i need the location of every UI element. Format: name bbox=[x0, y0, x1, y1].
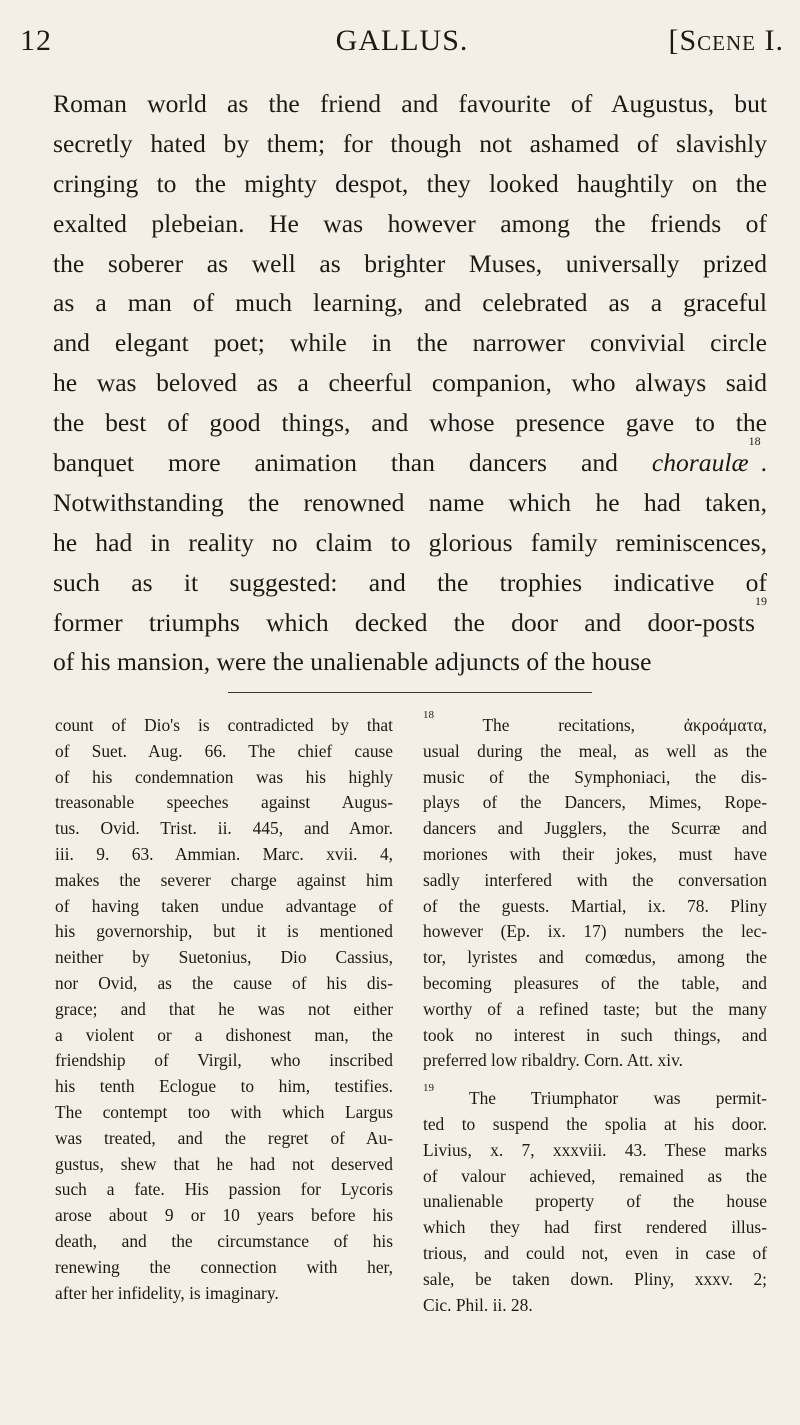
note-line-text: The Triumphator was permit- bbox=[468, 1088, 767, 1109]
note-line: Livius, x. 7, xxxviii. 43. These marks bbox=[423, 1139, 767, 1160]
footnotes-right bbox=[423, 709, 767, 1318]
scene-label: [Scene I. bbox=[668, 24, 784, 57]
note-line: plays of the Dancers, Mimes, Rope- bbox=[423, 792, 767, 813]
note-line: sadly interfered with the conversation bbox=[423, 869, 767, 890]
text-line: exalted plebeian. He was however among the friends of bbox=[53, 208, 767, 238]
note-line: arose about 9 or 10 years before his bbox=[55, 1205, 393, 1226]
note-line: tus. Ovid. Trist. ii. 445, and Amor. bbox=[55, 818, 393, 839]
text-line: he had in reality no claim to glorious family reminiscences, bbox=[53, 527, 767, 557]
note-line: usual during the meal, as well as the bbox=[423, 740, 767, 761]
text-line: he was beloved as a cheerful companion, who always said bbox=[53, 368, 767, 398]
note-gap bbox=[423, 1074, 767, 1086]
footnote-ref-18[interactable]: 18 bbox=[748, 434, 761, 449]
note-line: his governorship, but it is mentioned bbox=[55, 921, 393, 942]
footnote-rule bbox=[228, 692, 592, 693]
text-line: Notwithstanding the renowned name which he had taken, bbox=[53, 487, 767, 517]
note-line: nor Ovid, as the cause of his dis- bbox=[55, 972, 393, 993]
note-line: tor, lyristes and comœdus, among the bbox=[423, 947, 767, 968]
footnote-number-18: 18 bbox=[423, 709, 434, 721]
note-line: of Suet. Aug. 66. The chief cause bbox=[55, 740, 393, 761]
text-line: Roman world as the friend and favourite of Augustus, but bbox=[53, 89, 767, 118]
note-line: becoming pleasures of the table, and bbox=[423, 972, 767, 993]
note-line: neither by Suetonius, Dio Cassius, bbox=[55, 947, 393, 968]
text-line: cringing to the mighty despot, they looked haughtily on the bbox=[53, 168, 767, 198]
note-line: renewing the connection with her, bbox=[55, 1256, 393, 1277]
text-line-with-ref-18: banquet more animation than dancers and choraulæ$^{18}$. bbox=[53, 434, 767, 478]
note-line: sale, be taken down. Pliny, xxxv. 2; bbox=[423, 1268, 767, 1289]
note-line: of his condemnation was his highly bbox=[55, 766, 393, 787]
italic-word: choraulæ bbox=[651, 448, 749, 478]
text-line-with-ref-19: former triumphs which decked the door and door-posts$^{19}$ bbox=[53, 593, 767, 637]
note-line: count of Dio's is contradicted by that bbox=[55, 715, 393, 735]
note-line: gustus, shew that he had not deserved bbox=[55, 1153, 393, 1174]
note-line: was treated, and the regret of Au- bbox=[55, 1127, 393, 1148]
note-line: of having taken undue advantage of bbox=[55, 895, 393, 916]
note-line: death, and the circumstance of his bbox=[55, 1230, 393, 1251]
note-line: friendship of Virgil, who inscribed bbox=[55, 1050, 393, 1071]
text-line: the soberer as well as brighter Muses, universally prized bbox=[53, 248, 767, 278]
text-line: secretly hated by them; for though not ashamed of slavishly bbox=[53, 128, 767, 158]
main-text bbox=[53, 84, 767, 682]
page-number: 12 bbox=[20, 24, 52, 57]
note-line: ted to suspend the spolia at his door. bbox=[423, 1113, 767, 1134]
note-line bbox=[423, 1082, 767, 1112]
footnote-ref-19[interactable]: 19 bbox=[755, 593, 767, 608]
note-line: of the guests. Martial, ix. 78. Pliny bbox=[423, 895, 767, 916]
note-line: Cic. Phil. ii. 28. bbox=[423, 1294, 533, 1315]
note-line: moriones with their jokes, must have bbox=[423, 843, 767, 864]
note-line: grace; and that he was not either bbox=[55, 998, 393, 1019]
note-line: a violent or a dishonest man, the bbox=[55, 1024, 393, 1045]
note-line: iii. 9. 63. Ammian. Marc. xvii. 4, bbox=[55, 843, 393, 864]
text-line: the best of good things, and whose presence gave to the bbox=[53, 408, 767, 438]
note-line: makes the severer charge against him bbox=[55, 869, 393, 890]
note-line bbox=[423, 709, 767, 739]
note-line: however (Ep. ix. 17) numbers the lec- bbox=[423, 921, 767, 942]
note-line: treasonable speeches against Augus- bbox=[55, 792, 393, 813]
note-line: dancers and Jugglers, the Scurræ and bbox=[423, 818, 767, 839]
note-line: which they had first rendered illus- bbox=[423, 1217, 767, 1238]
footnote-number-19: 19 bbox=[423, 1082, 434, 1095]
note-line: his tenth Eclogue to him, testifies. bbox=[55, 1076, 393, 1097]
note-line: of valour achieved, remained as the bbox=[423, 1165, 767, 1186]
note-line: preferred low ribaldry. Corn. Att. xiv. bbox=[423, 1050, 683, 1071]
note-line: unalienable property of the house bbox=[423, 1191, 767, 1212]
footnote-continued bbox=[55, 713, 393, 1306]
note-line: trious, and could not, even in case of bbox=[423, 1242, 767, 1263]
text-line: such as it suggested: and the trophies indicative of bbox=[53, 567, 767, 597]
running-header bbox=[20, 24, 784, 64]
note-line: music of the Symphoniaci, the dis- bbox=[423, 766, 767, 787]
note-line: took no interest in such things, and bbox=[423, 1024, 767, 1045]
note-line: The contempt too with which Largus bbox=[55, 1101, 393, 1122]
footnote-19 bbox=[423, 1082, 767, 1318]
note-line: after her infidelity, is imaginary. bbox=[55, 1282, 279, 1303]
note-line: such a fate. His passion for Lycoris bbox=[55, 1179, 393, 1200]
running-title: GALLUS. bbox=[335, 24, 469, 57]
text-line: of his mansion, were the unalienable adjuncts of the house bbox=[53, 647, 652, 677]
text-line: and elegant poet; while in the narrower convivial circle bbox=[53, 328, 767, 358]
footnote-18 bbox=[423, 709, 767, 1074]
note-line-text: The recitations, ἀκροάματα, bbox=[482, 715, 767, 735]
text-line: as a man of much learning, and celebrated as a graceful bbox=[53, 288, 767, 318]
note-line: worthy of a refined taste; but the many bbox=[423, 998, 767, 1019]
